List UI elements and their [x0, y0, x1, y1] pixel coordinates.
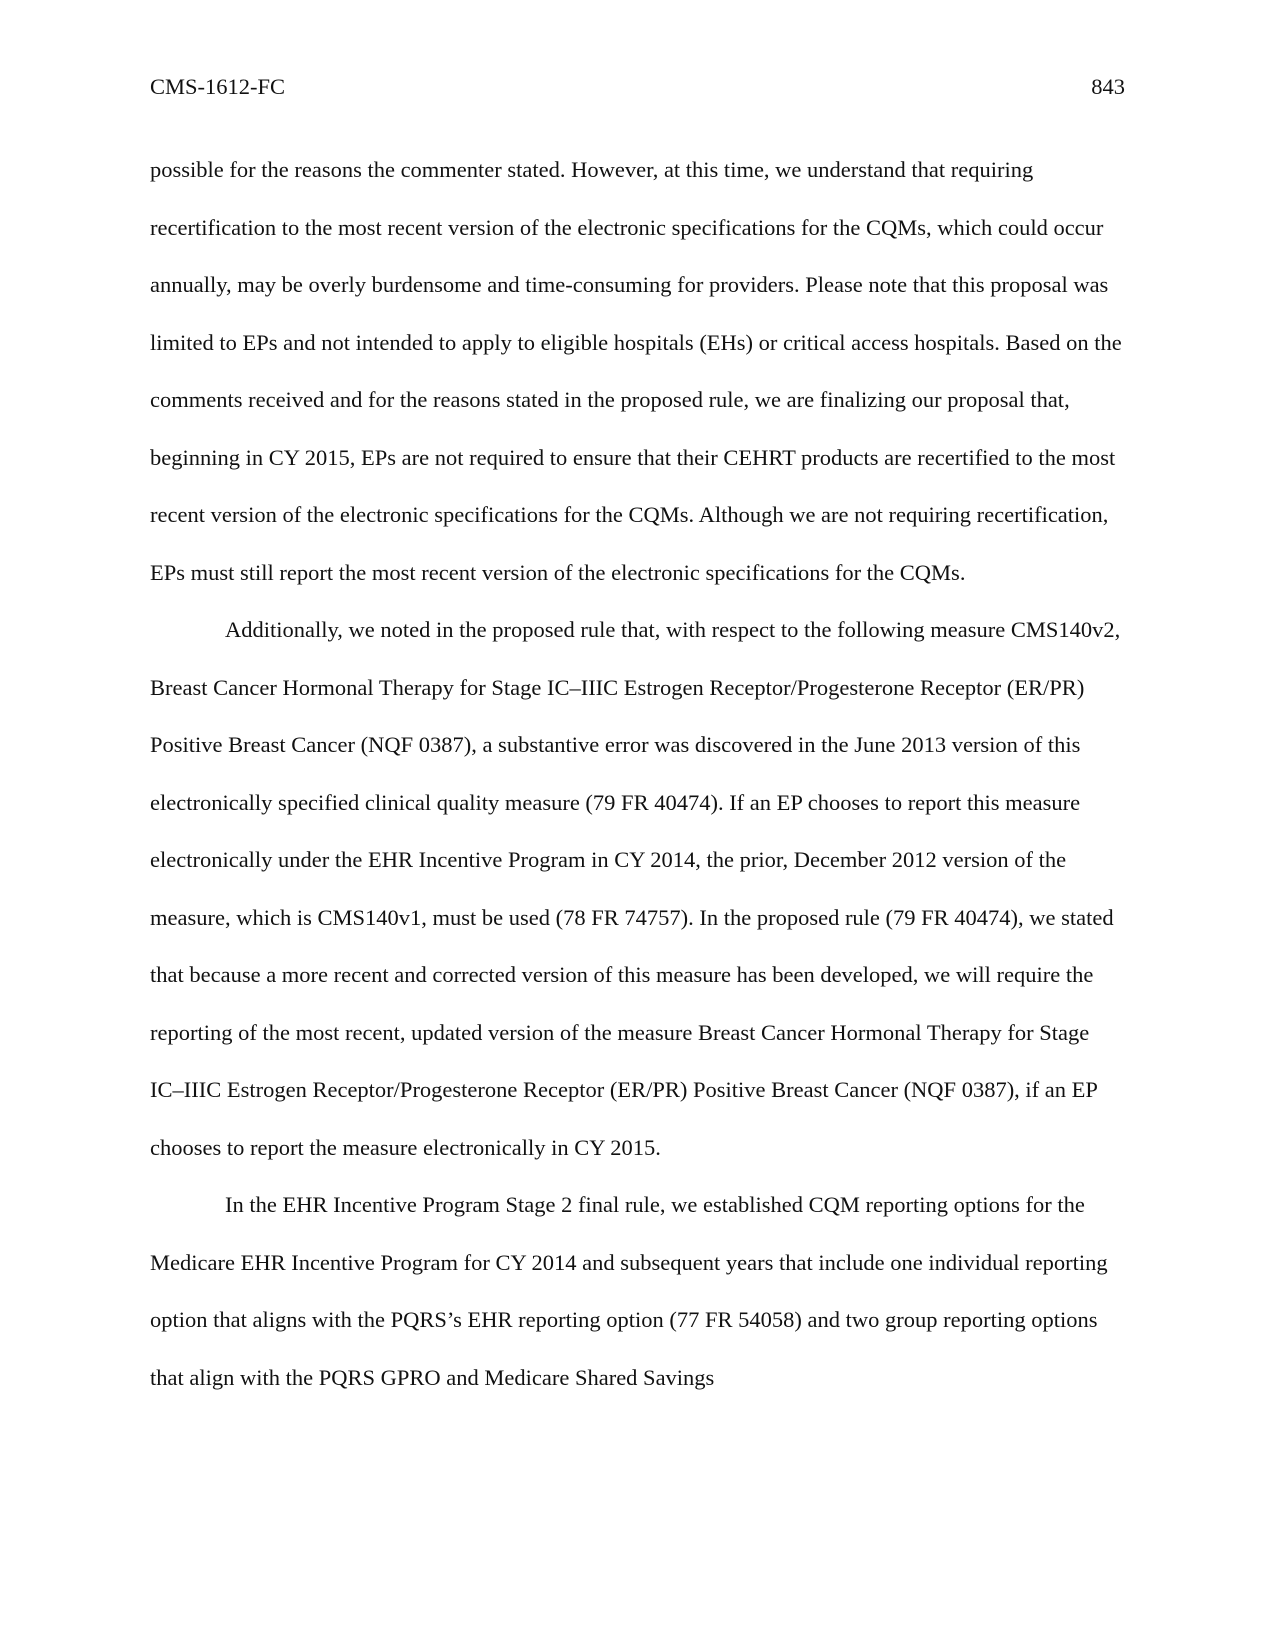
- page-number: 843: [1091, 74, 1125, 99]
- paragraph-continuation: possible for the reasons the commenter stated. However, at this time, we understand that requiring recertification to the most recent version of the electronic specifications for the CQMs, which could occur annually, may be overly burdensome and time-consuming for providers. Please note that this proposal was limited to EPs and not intended to apply to eligible hospitals (EHs) or critical access hospitals. Based on the comments received and for the reasons stated in the proposed rule, we are finalizing our proposal that, beginning in CY 2015, EPs are not required to ensure that their CEHRT products are recertified to the most recent version of the electronic specifications for the CQMs. Although we are not requiring recertification, EPs must still report the most recent version of the electronic specifications for the CQMs.: [150, 157, 1122, 585]
- document-id: CMS-1612-FC: [150, 74, 286, 99]
- running-header: [150, 72, 1125, 102]
- paragraph-cms140-measure: Additionally, we noted in the proposed rule that, with respect to the following measure CMS140v2, Breast Cancer Hormonal Therapy for Stage IC–IIIC Estrogen Receptor/Progesterone Receptor (ER/PR) Positive Breast Cancer (NQF 0387), a substantive error was discovered in the June 2013 version of this electronically specified clinical quality measure (79 FR 40474). If an EP chooses to report this measure electronically under the EHR Incentive Program in CY 2014, the prior, December 2012 version of the measure, which is CMS140v1, must be used (78 FR 74757). In the proposed rule (79 FR 40474), we stated that because a more recent and corrected version of this measure has been developed, we will require the reporting of the most recent, updated version of the measure Breast Cancer Hormonal Therapy for Stage IC–IIIC Estrogen Receptor/Progesterone Receptor (ER/PR) Positive Breast Cancer (NQF 0387), if an EP chooses to report the measure electronically in CY 2015.: [150, 617, 1121, 1160]
- paragraph-reporting-options: In the EHR Incentive Program Stage 2 final rule, we established CQM reporting options for the Medicare EHR Incentive Program for CY 2014 and subsequent years that include one individual reporting option that aligns with the PQRS’s EHR reporting option (77 FR 54058) and two group reporting options that align with the PQRS GPRO and Medicare Shared Savings: [150, 1192, 1108, 1390]
- body-text: [150, 141, 1125, 1406]
